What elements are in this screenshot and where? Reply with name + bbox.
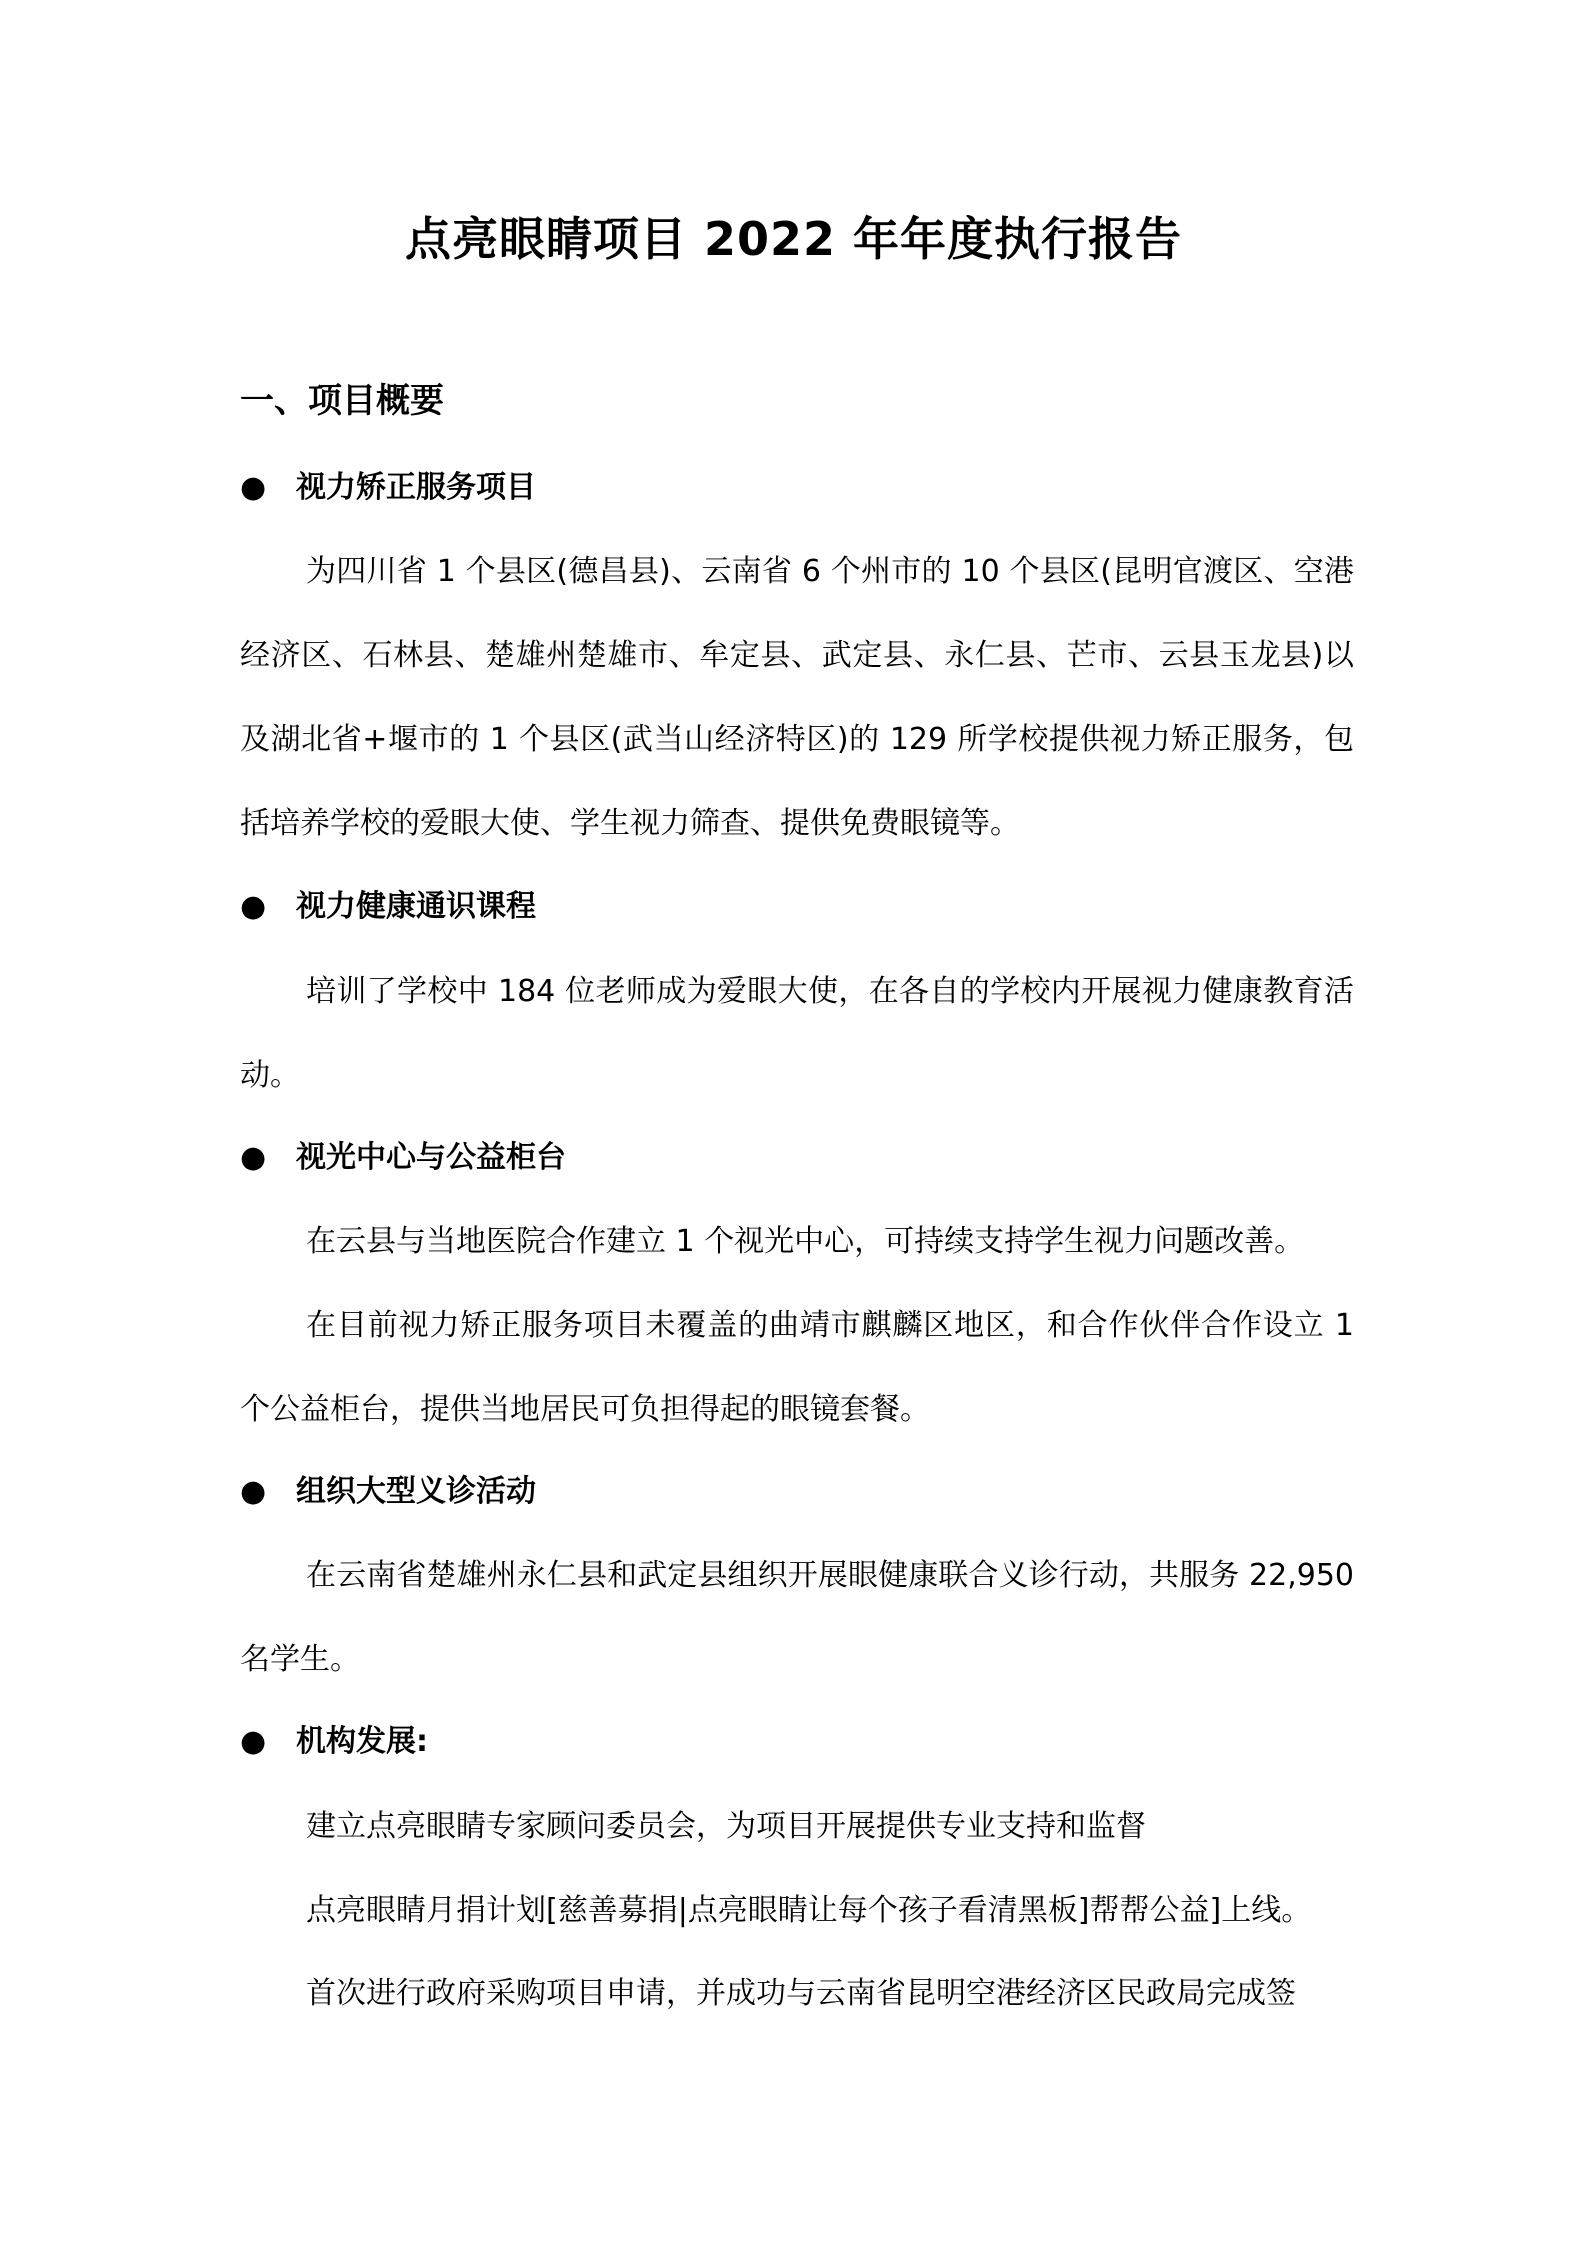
bullet-icon: ● (240, 1140, 267, 1175)
bullet-heading-org-development (240, 1720, 428, 1764)
paragraph-vision-correction: 为四川省 1 个县区(德昌县)、云南省 6 个州市的 10 个县区(昆明官渡区、空港经济区、石林县、楚雄州楚雄市、牟定县、武定县、永仁县、芒市、云县玉龙县)以及湖北省+堰市的 1 个县区(武当山经济特区)的 129 所学校提供视力矫正服务，包括培养学校的爱眼大使、学生视力筛查、提供免费眼镜等。 (240, 554, 1354, 841)
paragraph-government-procurement: 首次进行政府采购项目申请，并成功与云南省昆明空港经济区民政局完成签 (306, 1976, 1296, 2011)
section-heading-overview: 一、项目概要 (240, 381, 444, 421)
document-title: 点亮眼睛项目 2022 年年度执行报告 (404, 212, 1183, 266)
bullet-heading-label: 视力矫正服务项目 (296, 470, 536, 505)
bullet-icon: ● (240, 1474, 267, 1509)
bullet-heading-label: 机构发展: (296, 1724, 428, 1759)
bullet-icon: ● (240, 889, 267, 924)
bullet-heading-health-course (240, 885, 536, 929)
bullet-heading-label: 组织大型义诊活动 (296, 1474, 536, 1509)
paragraph-free-clinic: 在云南省楚雄州永仁县和武定县组织开展眼健康联合义诊行动，共服务 22,950 名学生。 (240, 1558, 1354, 1677)
paragraph-optical-center: 在云县与当地医院合作建立 1 个视光中心，可持续支持学生视力问题改善。 (306, 1224, 1305, 1259)
paragraph-health-course: 培训了学校中 184 位老师成为爱眼大使，在各自的学校内开展视力健康教育活动。 (240, 974, 1354, 1093)
bullet-icon: ● (240, 470, 267, 505)
bullet-icon: ● (240, 1724, 267, 1759)
paragraph-advisory-committee: 建立点亮眼睛专家顾问委员会，为项目开展提供专业支持和监督 (306, 1809, 1146, 1844)
bullet-heading-label: 视力健康通识课程 (296, 889, 536, 924)
paragraph-charity-counter: 在目前视力矫正服务项目未覆盖的曲靖市麒麟区地区，和合作伙伴合作设立 1 个公益柜台，提供当地居民可负担得起的眼镜套餐。 (240, 1308, 1354, 1427)
bullet-heading-optical-center (240, 1136, 566, 1180)
bullet-heading-vision-correction (240, 466, 536, 510)
bullet-heading-label: 视光中心与公益柜台 (296, 1140, 566, 1175)
paragraph-monthly-donation: 点亮眼睛月捐计划[慈善募捐|点亮眼睛让每个孩子看清黑板]帮帮公益]上线。 (306, 1893, 1312, 1928)
bullet-heading-free-clinic (240, 1470, 536, 1514)
